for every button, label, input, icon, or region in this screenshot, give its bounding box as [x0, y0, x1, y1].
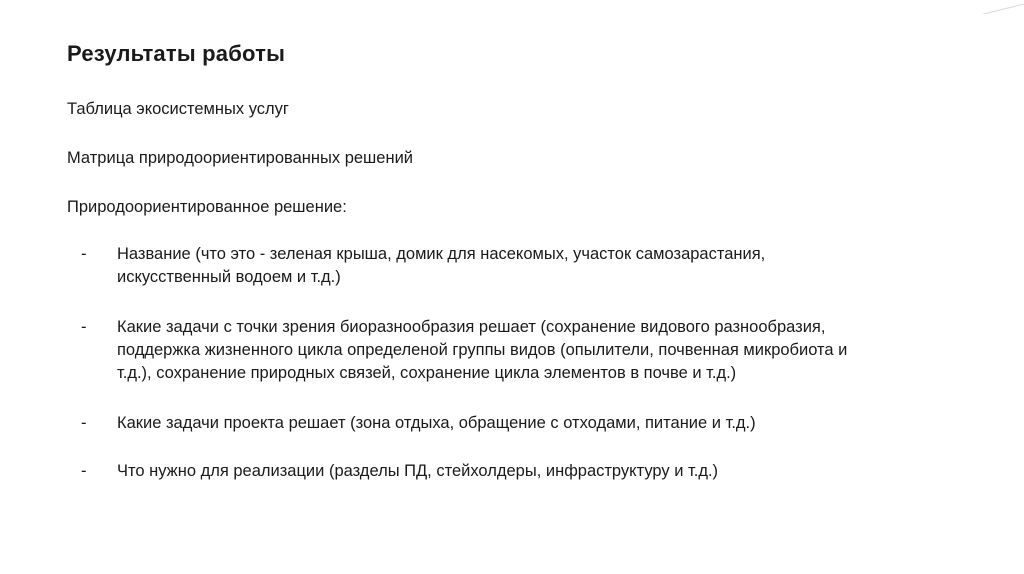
slide-title: Результаты работы — [67, 41, 286, 66]
nature-based-solution-heading: Природоориентированное решение: — [67, 198, 347, 216]
bullet-dash: - — [81, 318, 87, 336]
nature-based-solutions-matrix-line: Матрица природоориентированных решений — [67, 149, 414, 167]
bullet-text-line: Что нужно для реализации (разделы ПД, стейхолдеры, инфраструктуру и т.д.) — [117, 462, 719, 480]
bullet-dash: - — [81, 462, 87, 480]
bullet-item-project-tasks — [81, 412, 1021, 435]
bullet-text-line: искусственный водоем и т.д.) — [117, 268, 341, 286]
bullet-text-line: поддержка жизненного цикла определеной группы видов (опылители, почвенная микробиота и — [117, 341, 848, 359]
ecosystem-services-table-line: Таблица экосистемных услуг — [67, 100, 289, 118]
bullet-dash: - — [81, 245, 87, 263]
bullet-dash: - — [81, 414, 87, 432]
bullet-text-line: Какие задачи проекта решает (зона отдыха, обращение с отходами, питание и т.д.) — [117, 414, 756, 432]
bullet-item-name — [81, 243, 1021, 289]
corner-decoration — [964, 0, 1024, 14]
bullet-item-biodiversity-tasks — [81, 316, 1021, 385]
corner-line — [964, 2, 1024, 14]
bullet-text-line: т.д.), сохранение природных связей, сохранение цикла элементов в почве и т.д.) — [117, 364, 737, 382]
bullet-text-line: Какие задачи с точки зрения биоразнообразия решает (сохранение видового разнообразия, — [117, 318, 826, 336]
bullet-text-line: Название (что это - зеленая крыша, домик для насекомых, участок самозарастания, — [117, 245, 766, 263]
bullet-item-implementation-needs — [81, 460, 1021, 483]
